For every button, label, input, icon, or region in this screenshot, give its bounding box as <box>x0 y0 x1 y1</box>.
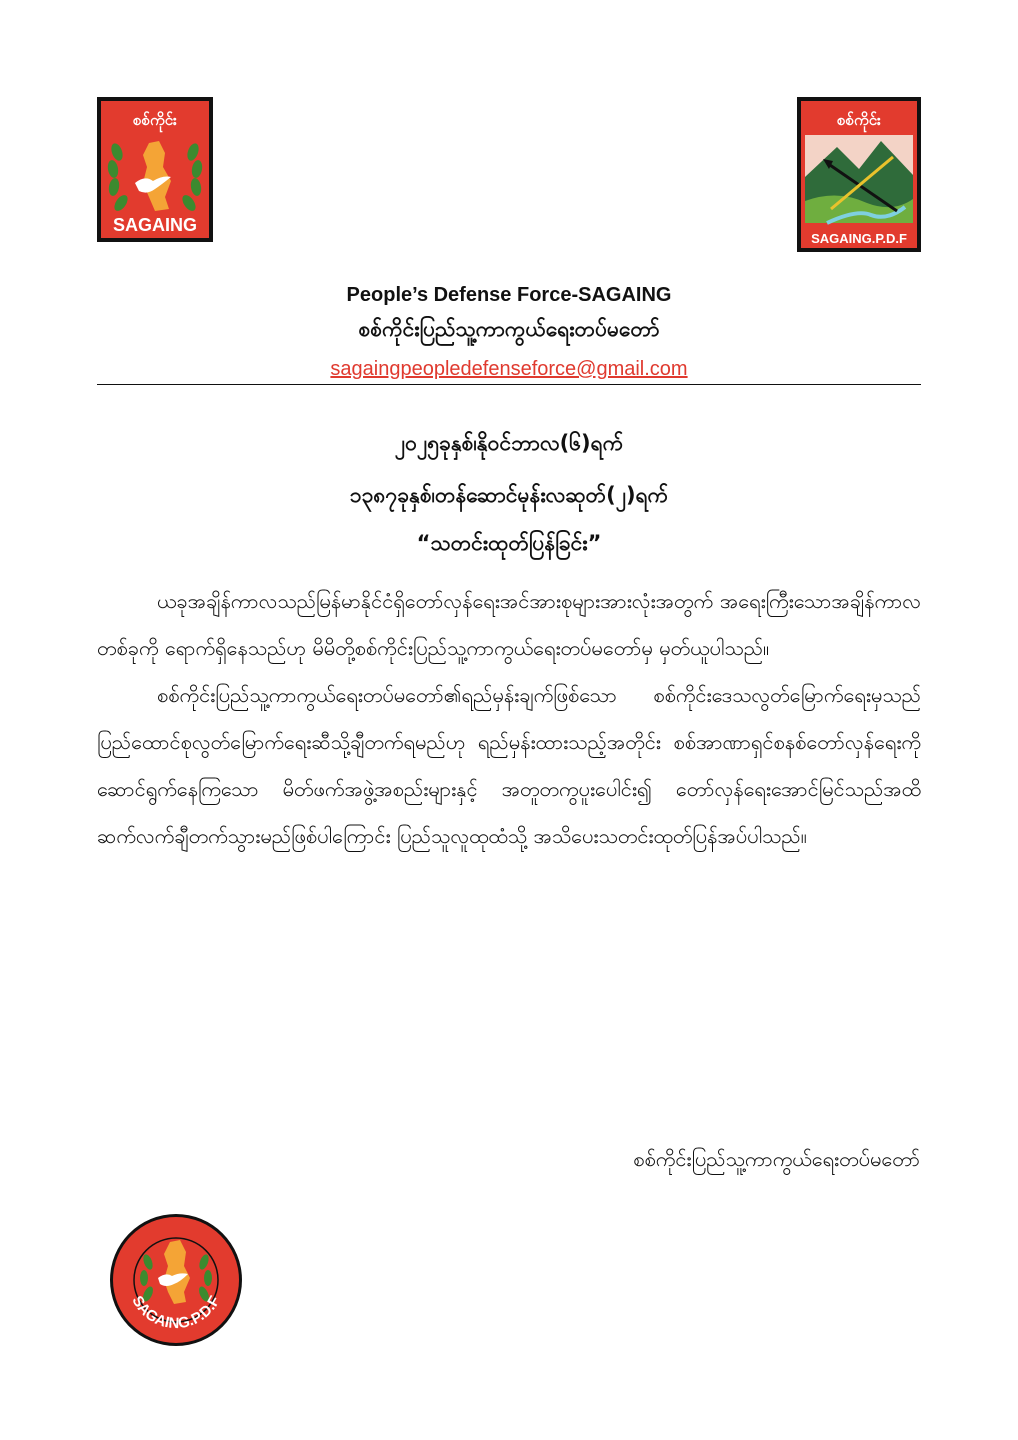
signature: စစ်ကိုင်းပြည်သူ့ကာကွယ်ရေးတပ်မတော် <box>633 1147 920 1171</box>
logo-left-bottom-text: SAGAING <box>112 215 198 235</box>
paragraph-2: စစ်ကိုင်းပြည်သူ့ကာကွယ်ရေးတပ်မတော်၏ရည်မှန်းချက်ဖြစ်သော စစ်ကိုင်းဒေသလွတ်မြောက်ရေးမှသည် ပြည်ထောင်စုလွတ်မြောက်ရေးဆီသို့ချီတက်ရမည်ဟု ရည်မှန်းထားသည့်အတိုင်း စစ်အာဏာရှင်စနစ်တော်လှန်ရေးကိုဆောင်ရွက်နေကြသော မိတ်ဖက်အဖွဲ့အစည်းများနှင့် အတူတကွပူးပေါင်း၍ တော်လှန်ရေးအောင်မြင်သည်အထိဆက်လက်ချီတက်သွားမည်ဖြစ်ပါကြောင်း ပြည်သူလူထုထံသို့ အသိပေးသတင်းထုတ်ပြန်အပ်ပါသည်။ <box>97 683 921 848</box>
sagaing-pdf-round-logo <box>108 1212 244 1348</box>
sagaing-logo-left <box>97 97 213 242</box>
logo-right-bottom-text: SAGAING.P.D.F <box>811 231 907 246</box>
email-link[interactable]: sagaingpeopledefenseforce@gmail.com <box>330 358 688 380</box>
statement-body <box>97 578 921 860</box>
header-divider <box>97 384 921 385</box>
date-gregorian: ၂၀၂၅ခုနှစ်၊နိုဝင်ဘာလ(၆)ရက် <box>394 431 624 455</box>
paragraph-1: ယခုအချိန်ကာလသည်မြန်မာနိုင်ငံရှိတော်လှန်ရေးအင်အားစုများအားလုံးအတွက် အရေးကြီးသောအချိန်ကာလတစ်ခုကို ရောက်ရှိနေသည်ဟု မိမိတို့စစ်ကိုင်းပြည်သူ့ကာကွယ်ရေးတပ်မတော်မှ မှတ်ယူပါသည်။ <box>97 589 921 660</box>
sagaing-pdf-logo-right <box>797 97 921 252</box>
date-myanmar: ၁၃၈၇ခုနှစ်၊တန်ဆောင်မုန်းလဆုတ်(၂)ရက် <box>349 483 669 507</box>
round-logo-ring-text: SAGAING.P.D.F <box>128 1293 224 1333</box>
logo-right-top-text: စစ်ကိုင်း <box>837 111 881 129</box>
org-name-english: People’s Defense Force-SAGAING <box>346 284 672 306</box>
org-name-burmese: စစ်ကိုင်းပြည်သူ့ကာကွယ်ရေးတပ်မတော် <box>358 317 660 341</box>
document-title: “သတင်းထုတ်ပြန်ခြင်း” <box>416 531 602 555</box>
logo-left-top-text: စစ်ကိုင်း <box>133 111 177 129</box>
